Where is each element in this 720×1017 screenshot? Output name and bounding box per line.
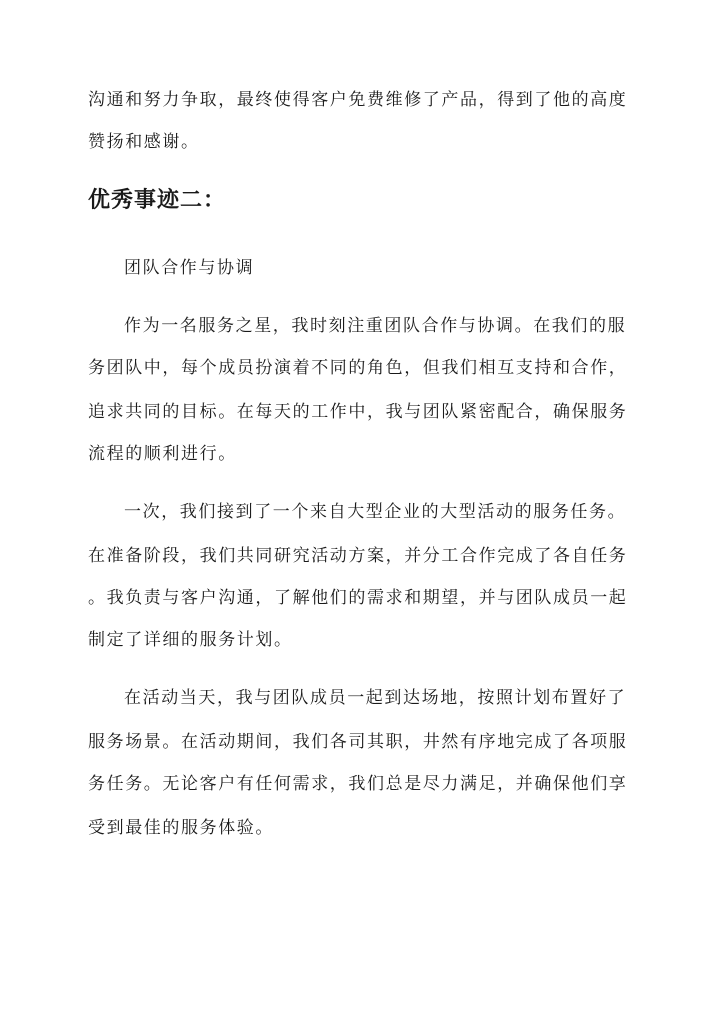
paragraph-line: 制定了详细的服务计划。 (88, 630, 293, 650)
section-heading: 优秀事迹二： (88, 188, 227, 213)
paragraph-line: 流程的顺利进行。 (88, 444, 237, 464)
document-page (88, 0, 636, 1017)
paragraph-line: 服务场景。在活动期间，我们各司其职，井然有序地完成了各项服 (88, 732, 628, 752)
paragraph-line: 务任务。无论客户有任何需求，我们总是尽力满足，并确保他们享 (88, 774, 628, 794)
paragraph-line: 作为一名服务之星，我时刻注重团队合作与协调。在我们的服 (124, 316, 627, 336)
paragraph-line: 沟通和努力争取，最终使得客户免费维修了产品，得到了他的高度 (88, 90, 628, 110)
paragraph-line: 在准备阶段，我们共同研究活动方案，并分工合作完成了各自任务 (88, 546, 628, 566)
paragraph-line: 赞扬和感谢。 (88, 132, 200, 152)
subheading: 团队合作与协调 (124, 258, 255, 278)
paragraph-line: 务团队中，每个成员扮演着不同的角色，但我们相互支持和合作， (88, 358, 628, 378)
paragraph-line: 。我负责与客户沟通，了解他们的需求和期望，并与团队成员一起 (88, 588, 628, 608)
paragraph-line: 追求共同的目标。在每天的工作中，我与团队紧密配合，确保服务 (88, 402, 628, 422)
paragraph-line: 在活动当天，我与团队成员一起到达场地，按照计划布置好了 (124, 688, 627, 708)
paragraph-line: 受到最佳的服务体验。 (88, 818, 274, 838)
paragraph-line: 一次，我们接到了一个来自大型企业的大型活动的服务任务。 (124, 502, 627, 522)
